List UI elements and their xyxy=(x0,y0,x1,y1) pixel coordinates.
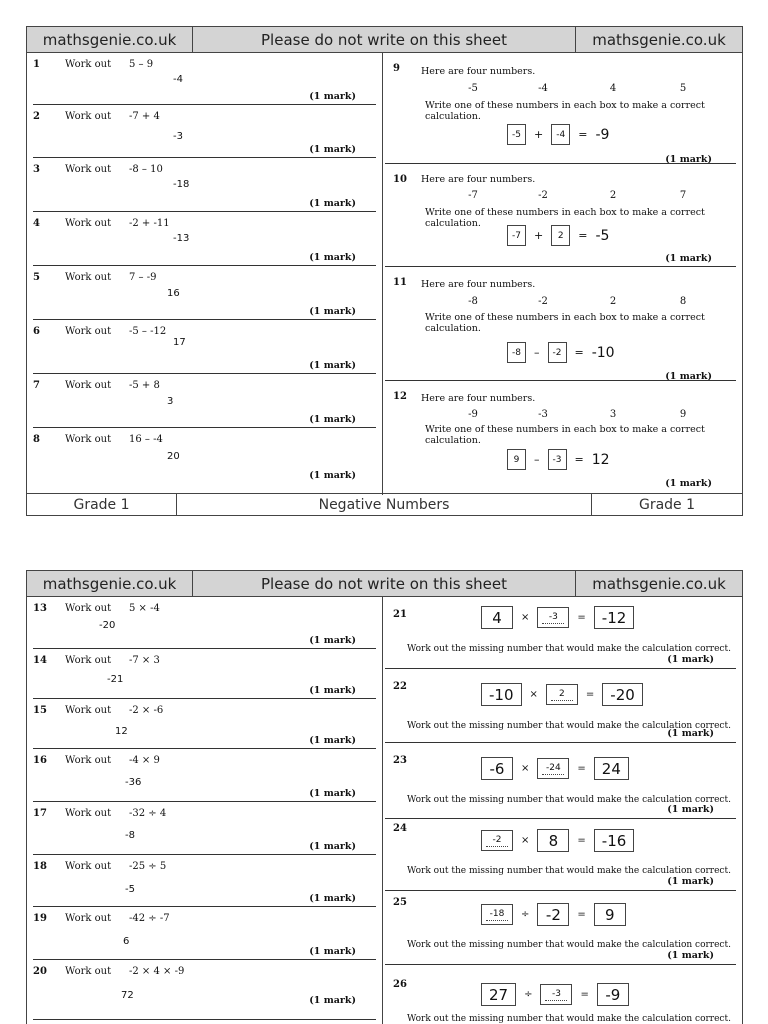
answer-box: 9 xyxy=(507,449,526,470)
worksheet-page-1 xyxy=(26,26,743,516)
missing-number-box xyxy=(481,830,513,851)
mark-label: (1 mark) xyxy=(309,685,356,696)
missing-number-box xyxy=(546,684,578,705)
mark-label: (1 mark) xyxy=(309,841,356,852)
choice: 7 xyxy=(679,190,687,201)
question-number: 2 xyxy=(33,111,40,122)
question-number: 18 xyxy=(33,861,47,872)
question-expression: 16 – -4 xyxy=(129,434,163,445)
work-out-label: Work out xyxy=(65,164,112,175)
question-number: 11 xyxy=(393,277,407,288)
work-out-label: Work out xyxy=(65,272,112,283)
mark-label: (1 mark) xyxy=(309,788,356,799)
question-expression: -5 – -12 xyxy=(129,326,167,337)
equals-sign: = xyxy=(577,612,586,623)
question-14 xyxy=(27,649,382,699)
question-number: 20 xyxy=(33,966,47,977)
calculation xyxy=(507,342,615,363)
missing-value: -18 xyxy=(489,908,505,919)
mark-label: (1 mark) xyxy=(665,371,712,382)
choice: -5 xyxy=(468,83,478,94)
question-number: 14 xyxy=(33,655,47,666)
dotted-line xyxy=(486,846,508,847)
mark-label: (1 mark) xyxy=(667,804,714,815)
question-11 xyxy=(383,267,742,381)
dotted-line xyxy=(542,774,564,775)
missing-number-box xyxy=(540,984,572,1005)
answer: -8 xyxy=(125,830,135,841)
answer: -13 xyxy=(173,233,190,244)
calculation xyxy=(481,757,629,780)
right-column xyxy=(383,597,742,1024)
operator: × xyxy=(529,689,538,700)
calculation xyxy=(507,225,609,246)
instruction-text: Work out the missing number that would make the calculation correct. xyxy=(407,1014,731,1024)
mark-label: (1 mark) xyxy=(667,950,714,961)
question-22 xyxy=(383,669,742,743)
answer: -20 xyxy=(99,620,116,631)
operator: ÷ xyxy=(524,989,533,1000)
footer-right: Grade 1 xyxy=(638,496,696,513)
question-expression: -7 + 4 xyxy=(129,111,160,122)
number-box: 4 xyxy=(481,606,513,629)
equals-sign: = xyxy=(577,835,586,846)
question-3 xyxy=(27,158,382,212)
calculation xyxy=(507,449,610,470)
mark-label: (1 mark) xyxy=(665,154,712,165)
missing-number-box xyxy=(481,904,513,925)
work-out-label: Work out xyxy=(65,913,112,924)
question-24 xyxy=(383,819,742,891)
number-box: 24 xyxy=(594,757,629,780)
question-number: 19 xyxy=(33,913,47,924)
question-25 xyxy=(383,891,742,965)
operator: × xyxy=(521,835,530,846)
dotted-line xyxy=(545,1000,567,1001)
calculation xyxy=(507,124,609,145)
sheet-header xyxy=(27,571,742,597)
equals-sign: = xyxy=(577,909,586,920)
question-expression: 7 – -9 xyxy=(129,272,157,283)
left-column xyxy=(27,53,383,495)
answer-box: -5 xyxy=(507,124,526,145)
left-column xyxy=(27,597,383,1024)
prompt-text: Here are four numbers. xyxy=(421,279,536,290)
answer: -3 xyxy=(173,131,183,142)
operator: + xyxy=(534,229,544,242)
choice: -4 xyxy=(538,83,548,94)
answer-box: -7 xyxy=(507,225,526,246)
question-18 xyxy=(27,855,382,907)
equals-sign: = xyxy=(574,346,584,359)
missing-value: 2 xyxy=(559,688,565,699)
question-number: 21 xyxy=(393,609,407,620)
equals-sign: = xyxy=(585,689,595,700)
operator: – xyxy=(534,453,540,466)
question-number: 6 xyxy=(33,326,40,337)
question-expression: -2 × -6 xyxy=(129,705,164,716)
missing-value: -24 xyxy=(546,762,561,773)
choice: 5 xyxy=(679,83,687,94)
question-6 xyxy=(27,320,382,374)
mark-label: (1 mark) xyxy=(309,414,356,425)
footer-center: Negative Numbers xyxy=(177,494,592,515)
question-number: 5 xyxy=(33,272,40,283)
work-out-label: Work out xyxy=(65,861,112,872)
answer: 17 xyxy=(173,337,186,348)
question-expression: -2 × 4 × -9 xyxy=(129,966,185,977)
question-number: 17 xyxy=(33,808,47,819)
work-out-label: Work out xyxy=(65,434,112,445)
equals-sign: = xyxy=(580,989,589,1000)
answer: -21 xyxy=(107,674,124,685)
choice: 9 xyxy=(679,409,687,420)
question-number: 9 xyxy=(393,63,400,74)
number-box: 9 xyxy=(594,903,626,926)
number-choices xyxy=(443,409,713,420)
number-choices xyxy=(443,296,713,307)
instruction-text: Work out the missing number that would make the calculation correct. xyxy=(407,721,731,731)
number-box: -20 xyxy=(602,683,643,706)
work-out-label: Work out xyxy=(65,655,112,666)
header-left: mathsgenie.co.uk xyxy=(27,27,193,52)
question-number: 3 xyxy=(33,164,40,175)
calculation xyxy=(481,903,626,926)
question-26 xyxy=(383,965,742,1024)
instruction-text: Write one of these numbers in each box to make a correct calculation. xyxy=(425,424,705,446)
work-out-label: Work out xyxy=(65,326,112,337)
mark-label: (1 mark) xyxy=(309,91,356,102)
question-19 xyxy=(27,907,382,960)
work-out-label: Work out xyxy=(65,59,112,70)
work-out-label: Work out xyxy=(65,380,112,391)
question-1 xyxy=(27,53,382,105)
number-box: -10 xyxy=(481,683,522,706)
result: -9 xyxy=(595,126,610,143)
question-5 xyxy=(27,266,382,320)
answer: 72 xyxy=(121,990,134,1001)
mark-label: (1 mark) xyxy=(309,252,356,263)
work-out-label: Work out xyxy=(65,755,112,766)
answer-box: -8 xyxy=(507,342,526,363)
question-number: 22 xyxy=(393,681,407,692)
answer-box: -4 xyxy=(551,124,570,145)
choice: 2 xyxy=(609,190,617,201)
missing-value: -3 xyxy=(551,988,561,999)
question-number: 25 xyxy=(393,897,407,908)
choice: -7 xyxy=(468,190,478,201)
question-number: 8 xyxy=(33,434,40,445)
choice: 2 xyxy=(609,296,617,307)
instruction-text: Write one of these numbers in each box to make a correct calculation. xyxy=(425,312,705,334)
question-8 xyxy=(27,428,382,495)
question-number: 4 xyxy=(33,218,40,229)
question-expression: -25 ÷ 5 xyxy=(129,861,167,872)
equals-sign: = xyxy=(578,229,588,242)
number-box: -6 xyxy=(481,757,513,780)
number-box: 27 xyxy=(481,983,516,1006)
operator: × xyxy=(521,612,530,623)
result: -5 xyxy=(595,227,610,244)
calculation xyxy=(481,606,634,629)
number-box: -16 xyxy=(594,829,635,852)
worksheet-page-2 xyxy=(26,570,743,1024)
answer: 12 xyxy=(115,726,128,737)
choice: -8 xyxy=(468,296,478,307)
sheet-footer xyxy=(27,493,742,515)
question-9 xyxy=(383,53,742,164)
footer-left: Grade 1 xyxy=(27,494,177,515)
number-choices xyxy=(443,83,713,94)
question-7 xyxy=(27,374,382,428)
answer: -5 xyxy=(125,884,135,895)
instruction-text: Work out the missing number that would make the calculation correct. xyxy=(407,644,731,654)
missing-value: -3 xyxy=(548,611,558,622)
divider xyxy=(33,1019,376,1020)
work-out-label: Work out xyxy=(65,111,112,122)
question-4 xyxy=(27,212,382,266)
mark-label: (1 mark) xyxy=(309,893,356,904)
prompt-text: Here are four numbers. xyxy=(421,393,536,404)
operator: ÷ xyxy=(521,909,530,920)
answer: 16 xyxy=(167,288,180,299)
header-left: mathsgenie.co.uk xyxy=(27,571,193,596)
mark-label: (1 mark) xyxy=(309,470,356,481)
operator: – xyxy=(534,346,540,359)
sheet-header xyxy=(27,27,742,53)
question-21 xyxy=(383,597,742,669)
mark-label: (1 mark) xyxy=(309,946,356,957)
question-expression: -32 ÷ 4 xyxy=(129,808,167,819)
question-number: 13 xyxy=(33,603,47,614)
mark-label: (1 mark) xyxy=(309,735,356,746)
prompt-text: Here are four numbers. xyxy=(421,66,536,77)
header-right: mathsgenie.co.uk xyxy=(592,574,726,593)
mark-label: (1 mark) xyxy=(665,253,712,264)
result: 12 xyxy=(591,451,610,468)
question-13 xyxy=(27,597,382,649)
question-17 xyxy=(27,802,382,855)
question-expression: 5 – 9 xyxy=(129,59,154,70)
equals-sign: = xyxy=(574,453,584,466)
answer-box: 2 xyxy=(551,225,570,246)
question-expression: -8 – 10 xyxy=(129,164,163,175)
mark-label: (1 mark) xyxy=(309,198,356,209)
question-expression: -4 × 9 xyxy=(129,755,160,766)
number-box: -2 xyxy=(537,903,569,926)
missing-number-box xyxy=(537,607,569,628)
choice: -2 xyxy=(538,190,548,201)
instruction-text: Write one of these numbers in each box to make a correct calculation. xyxy=(425,207,705,229)
equals-sign: = xyxy=(578,128,588,141)
choice: 8 xyxy=(679,296,687,307)
answer: 20 xyxy=(167,451,180,462)
mark-label: (1 mark) xyxy=(309,635,356,646)
work-out-label: Work out xyxy=(65,808,112,819)
choice: -9 xyxy=(468,409,478,420)
work-out-label: Work out xyxy=(65,603,112,614)
mark-label: (1 mark) xyxy=(667,728,714,739)
answer: 3 xyxy=(167,396,174,407)
instruction-text: Work out the missing number that would make the calculation correct. xyxy=(407,940,731,950)
missing-value: -2 xyxy=(492,834,502,845)
question-expression: -5 + 8 xyxy=(129,380,160,391)
choice: -2 xyxy=(538,296,548,307)
question-2 xyxy=(27,105,382,158)
instruction-text: Work out the missing number that would make the calculation correct. xyxy=(407,866,731,876)
question-expression: -42 ÷ -7 xyxy=(129,913,170,924)
question-expression: -2 + -11 xyxy=(129,218,170,229)
instruction-text: Write one of these numbers in each box to make a correct calculation. xyxy=(425,100,705,122)
answer-box: -3 xyxy=(548,449,567,470)
answer: -4 xyxy=(173,74,183,85)
number-box: -9 xyxy=(597,983,629,1006)
question-15 xyxy=(27,699,382,749)
choice: 4 xyxy=(609,83,617,94)
question-expression: 5 × -4 xyxy=(129,603,160,614)
question-expression: -7 × 3 xyxy=(129,655,160,666)
question-number: 26 xyxy=(393,979,407,990)
work-out-label: Work out xyxy=(65,705,112,716)
result: -10 xyxy=(591,344,615,361)
question-number: 16 xyxy=(33,755,47,766)
right-column xyxy=(383,53,742,495)
operator: + xyxy=(534,128,544,141)
number-box: -12 xyxy=(594,606,635,629)
equals-sign: = xyxy=(577,763,586,774)
work-out-label: Work out xyxy=(65,218,112,229)
question-20 xyxy=(27,960,382,1020)
mark-label: (1 mark) xyxy=(667,876,714,887)
work-out-label: Work out xyxy=(65,966,112,977)
mark-label: (1 mark) xyxy=(309,995,356,1006)
header-center: Please do not write on this sheet xyxy=(193,27,576,52)
mark-label: (1 mark) xyxy=(309,306,356,317)
answer: 6 xyxy=(123,936,130,947)
question-number: 1 xyxy=(33,59,40,70)
question-number: 23 xyxy=(393,755,407,766)
dotted-line xyxy=(551,700,573,701)
choice: -3 xyxy=(538,409,548,420)
number-choices xyxy=(443,190,713,201)
mark-label: (1 mark) xyxy=(667,654,714,665)
calculation xyxy=(481,829,634,852)
question-number: 7 xyxy=(33,380,40,391)
instruction-text: Work out the missing number that would make the calculation correct. xyxy=(407,795,731,805)
question-16 xyxy=(27,749,382,802)
question-number: 10 xyxy=(393,174,407,185)
missing-number-box xyxy=(537,758,569,779)
question-23 xyxy=(383,743,742,819)
question-10 xyxy=(383,164,742,267)
answer: -36 xyxy=(125,777,142,788)
header-right: mathsgenie.co.uk xyxy=(592,30,726,49)
dotted-line xyxy=(542,623,564,624)
dotted-line xyxy=(486,920,508,921)
answer-box: -2 xyxy=(548,342,567,363)
question-number: 15 xyxy=(33,705,47,716)
calculation xyxy=(481,983,629,1006)
calculation xyxy=(481,683,643,706)
number-box: 8 xyxy=(537,829,569,852)
question-number: 12 xyxy=(393,391,407,402)
header-center: Please do not write on this sheet xyxy=(193,571,576,596)
mark-label: (1 mark) xyxy=(309,144,356,155)
operator: × xyxy=(521,763,530,774)
choice: 3 xyxy=(609,409,617,420)
answer: -18 xyxy=(173,179,190,190)
mark-label: (1 mark) xyxy=(665,478,712,489)
mark-label: (1 mark) xyxy=(309,360,356,371)
prompt-text: Here are four numbers. xyxy=(421,174,536,185)
question-12 xyxy=(383,381,742,495)
question-number: 24 xyxy=(393,823,407,834)
